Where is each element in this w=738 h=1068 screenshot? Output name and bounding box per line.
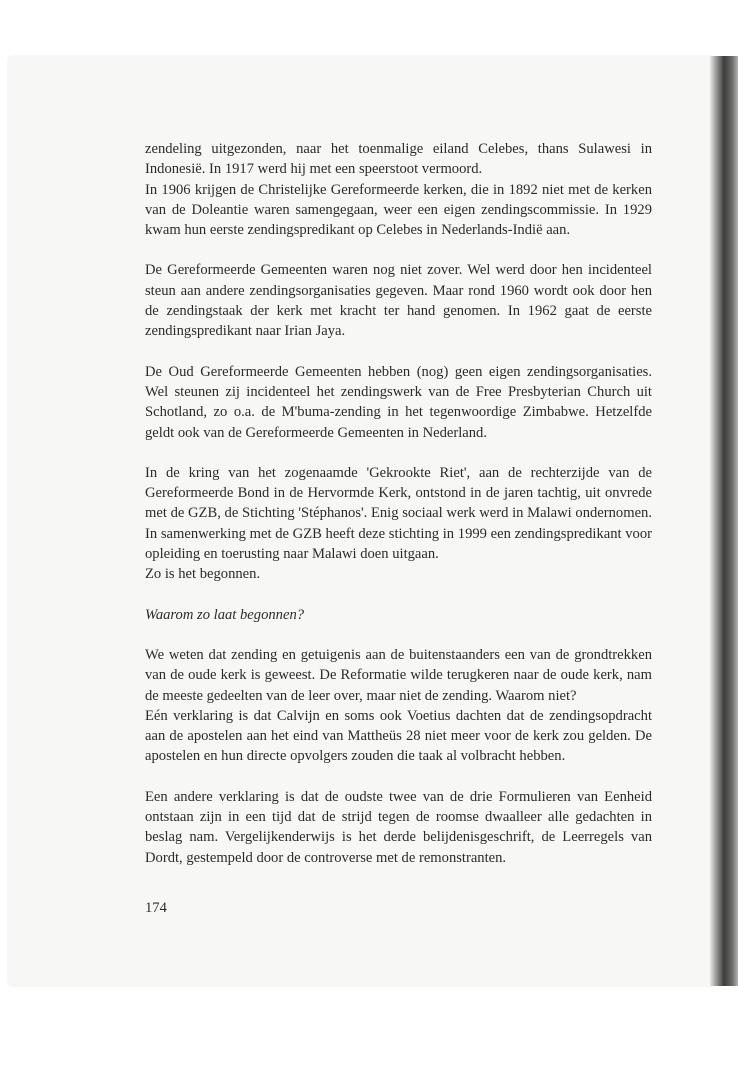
paragraph-formulieren: Een andere verklaring is dat de oudste twee van de drie Formulieren van Eenheid ontstaan zijn in een tijd dat de strijd tegen de roomse dwaalleer alle gedachten in beslag nam. Vergelijkenderwijs is het derde belijdenisgeschrift, de Leerregels van Dordt, gestempeld door de controverse met de remonstranten. <box>145 788 652 866</box>
paragraph-oud-gereformeerde: De Oud Gereformeerde Gemeenten hebben (nog) geen eigen zendingsorganisaties. Wel steunen zij incidenteel het zendingswerk van de Free Presbyterian Church uit Schotland, zo o.a. de M'buma-zending in het tegenwoordige Zimbabwe. Hetzelfde geldt ook van de Gereformeerde Gemeenten in Nederland. <box>145 363 652 441</box>
paragraph-christelijke-gereformeerde: In 1906 krijgen de Christelijke Gereformeerde kerken, die in 1892 niet met de kerken van de Doleantie waren samengegaan, weer een eigen zendingscommissie. In 1929 kwam hun eerste zendingspredikant op Celebes in Nederlands-Indië aan. <box>145 181 652 239</box>
section-heading: Waarom zo laat begonnen? <box>145 606 305 623</box>
paragraph-gereformeerde-gemeenten: De Gereformeerde Gemeenten waren nog niet zover. Wel werd door hen incidenteel steun aan andere zendingsorganisaties gegeven. Maar rond 1960 wordt ook door hen de zendingstaak der kerk met kracht ter hand genomen. In 1962 gaat de eerste zendingspredikant naar Irian Jaya. <box>145 262 652 340</box>
paragraph-begonnen: Zo is het begonnen. <box>145 566 261 583</box>
paragraph-grondtrekken: We weten dat zending en getuigenis aan de buitenstaanders een van de grondtrekken van de oude kerk is geweest. De Reformatie wilde terugkeren naar de oude kerk, nam de meeste gedeelten van de leer over, maar niet de zending. Waarom niet? <box>145 646 652 704</box>
paragraph-celebes: zendeling uitgezonden, naar het toenmalige eiland Celebes, thans Sulawesi in Indonesië. In 1917 werd hij met een speerstoot vermoord. <box>145 141 652 178</box>
book-spine <box>710 56 738 986</box>
page-number: 174 <box>145 900 167 916</box>
page-text <box>145 139 652 868</box>
paragraph-gekrookte-riet: In de kring van het zogenaamde 'Gekrookte Riet', aan de rechterzijde van de Gereformeerde Bond in de Hervormde Kerk, ontstond in de jaren tachtig, uit onvrede met de GZB, de Stichting 'Stéphanos'. Enig sociaal werk werd in Malawi ondernomen. In samenwerking met de GZB heeft deze stichting in 1999 een zendingspredikant voor opleiding en toerusting naar Malawi doen uitgaan. <box>145 464 652 563</box>
paragraph-calvijn: Eén verklaring is dat Calvijn en soms ook Voetius dachten dat de zendingsopdracht aan de apostelen aan het eind van Mattheüs 28 niet meer voor de kerk zou gelden. De apostelen en hun directe opvolgers zouden die taak al volbracht hebben. <box>145 707 652 765</box>
